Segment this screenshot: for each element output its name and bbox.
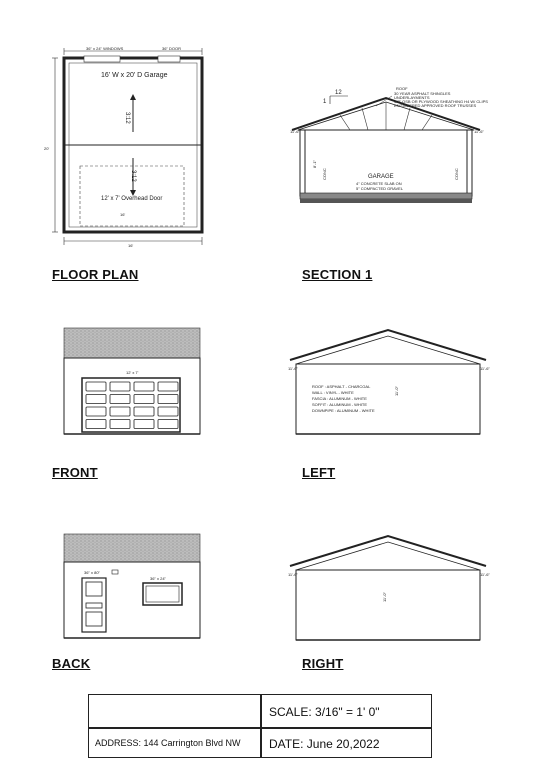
section-room-label: GARAGE bbox=[368, 174, 394, 180]
section-wall-height: 8'-1" bbox=[312, 160, 317, 168]
section-title: SECTION 1 bbox=[302, 267, 373, 282]
fp-top-note-left: 36" x 24" WINDOWS bbox=[86, 46, 124, 51]
back-title: BACK bbox=[52, 656, 91, 671]
floor-plan-title: FLOOR PLAN bbox=[52, 267, 139, 282]
fp-dim-bottom-outer: 16' bbox=[128, 243, 134, 248]
section-roof-note-title: ROOF bbox=[396, 86, 408, 91]
left-title: LEFT bbox=[302, 465, 336, 480]
fp-slope-top: 3:12 bbox=[124, 112, 130, 124]
section-pitch-run: 1 bbox=[323, 99, 327, 105]
title-block-date: DATE: June 20,2022 bbox=[269, 737, 380, 751]
fp-slope-bottom: 3:12 bbox=[130, 170, 136, 182]
section-left-dim: 11'-6" bbox=[290, 129, 300, 134]
fp-dim-side: 20' bbox=[44, 146, 50, 151]
section-slab-2: 5" COMPACTED GRAVEL bbox=[356, 186, 404, 191]
left-note-1: ROOF : ASPHALT - CHARCOAL bbox=[312, 384, 371, 389]
left-note-5: DOWNPIPE : ALUMINUM - WHITE bbox=[312, 408, 375, 413]
title-block bbox=[88, 694, 432, 758]
section-slab-1: 4" CONCRETE SLAB ON bbox=[356, 181, 402, 186]
fp-door-label: 12' x 7' Overhead Door bbox=[101, 196, 163, 202]
left-dim-left: 11'-6" bbox=[288, 366, 298, 371]
left-note-3: FASCIA : ALUMINUM - WHITE bbox=[312, 396, 367, 401]
front-title: FRONT bbox=[52, 465, 98, 480]
right-dim-left: 11'-6" bbox=[288, 572, 298, 577]
left-note-4: SOFFIT : ALUMINUM - WHITE bbox=[312, 402, 368, 407]
title-block-address: ADDRESS: 144 Carrington Blvd NW bbox=[95, 738, 241, 748]
section-roof-note-4: ENGINEERED APPROVED ROOF TRUSSES bbox=[394, 103, 477, 108]
left-note-2: WALL : VINYL - WHITE bbox=[312, 390, 354, 395]
section-left-side: CONC bbox=[322, 168, 327, 180]
section-roof-note-1: 30 YEAR ASPHALT SHINGLES bbox=[394, 91, 451, 96]
section-roof-note-2: UNDERLAYMENTS bbox=[394, 95, 430, 100]
section-right-side: CONC bbox=[454, 168, 459, 180]
right-height: 11'-0" bbox=[382, 592, 387, 602]
section-roof-note-3: 3/8" OSB OR PLYWOOD SHEATHING H4 W/ CLIPS bbox=[394, 99, 488, 104]
title-block-divider-v bbox=[260, 695, 262, 757]
back-door-label: 36" x 80" bbox=[84, 570, 100, 575]
section-right-dim: 11'-6" bbox=[474, 129, 484, 134]
left-dim-right: 11'-6" bbox=[480, 366, 490, 371]
right-dim-right: 11'-6" bbox=[480, 572, 490, 577]
fp-room-label: 16' W x 20' D Garage bbox=[101, 72, 168, 79]
fp-dim-bottom-inner: 16' bbox=[120, 212, 126, 217]
title-block-scale: SCALE: 3/16" = 1' 0" bbox=[269, 705, 380, 719]
fp-top-note-right: 36" DOOR bbox=[162, 46, 181, 51]
front-door-label: 12' x 7' bbox=[126, 370, 139, 375]
right-title: RIGHT bbox=[302, 656, 344, 671]
left-height: 11'-0" bbox=[394, 386, 399, 396]
section-pitch-rise: 12 bbox=[335, 90, 342, 96]
title-block-divider-h bbox=[89, 727, 431, 729]
back-window-label: 36" x 24" bbox=[150, 576, 166, 581]
